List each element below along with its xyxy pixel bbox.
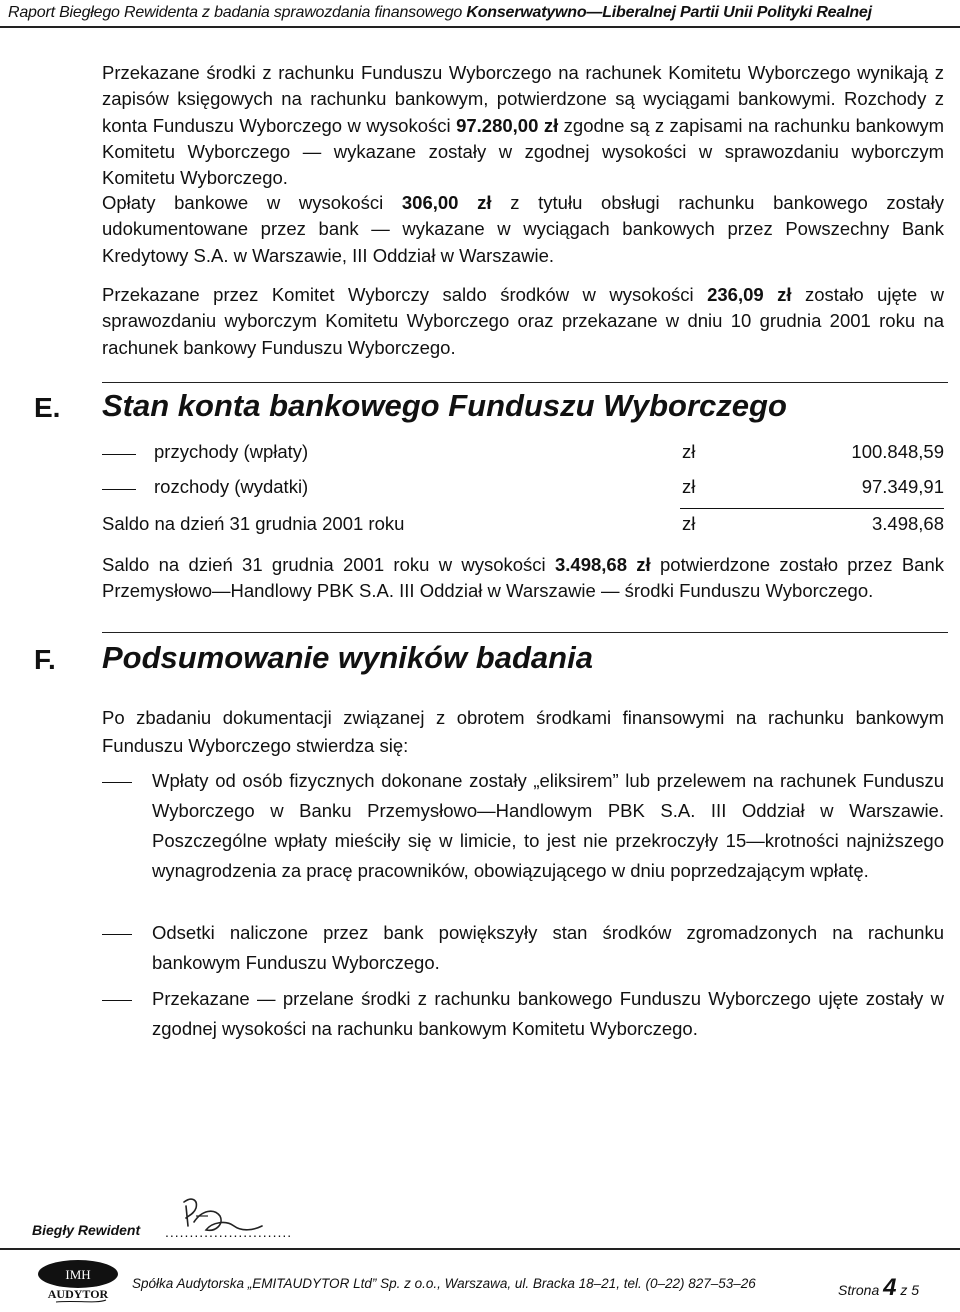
row-amount: 100.848,59 [851, 441, 944, 462]
logo-top-text: IMH [65, 1267, 91, 1282]
sum-divider [680, 508, 944, 509]
bullet-dash [102, 934, 132, 935]
document-header-title [8, 4, 872, 22]
paragraph-fund-transfers [102, 60, 944, 191]
balance-row-income [102, 441, 944, 467]
paragraph-bank-fees [102, 190, 944, 269]
page-total: z 5 [900, 1282, 920, 1298]
row-label: rozchody (wydatki) [154, 476, 309, 497]
row-currency: zł [682, 476, 696, 497]
page-number [838, 1274, 919, 1302]
row-currency: zł [682, 441, 696, 462]
finding-item-interest: Odsetki naliczone przez bank powiększyły stan środków zgromadzonych na rachunku bankowym Funduszu Wyborczego. [152, 922, 944, 973]
auditor-signature-label: Biegły Rewident [32, 1222, 141, 1238]
paragraph-balance-confirmation [102, 552, 944, 605]
row-dash [102, 489, 136, 490]
company-address: Spółka Audytorska „EMITAUDYTOR Ltd” Sp. z o.o., Warszawa, ul. Bracka 18–21, tel. (0–22) 827–53–26 [132, 1276, 756, 1291]
finding-item-contributions: Wpłaty od osób fizycznych dokonane zostały „eliksirem” lub przelewem na rachunek Funduszu Wyborczego w Banku Przemysłowo—Handlowym PBK S.A. III Oddział w Warszawie. Poszczególne wpłaty mieściły się w limicie, to jest nie przekroczyły 15—krotności najniższego wynagrodzenia za pracę pracowników, obowiązującego w dniu poprzedzającym wpłatę. [152, 770, 944, 881]
p2-amount: 306,00 zł [401, 192, 492, 213]
section-f-letter: F. [34, 644, 56, 675]
section-f-divider [102, 632, 948, 633]
paragraph-balance-transfer [102, 282, 944, 361]
logo-text: AUDYTOR [47, 1287, 109, 1301]
header-divider [0, 26, 960, 28]
section-e-letter: E. [34, 392, 61, 423]
p1-text-c: zgodne są z zapisami na rachunku bankowym Komitetu Wyborczego — wykazane zostały w zgodnej wysokości w sprawozdaniu wyborczym Komitetu Wyborczego. [102, 114, 944, 189]
p2-text-a: Opłaty bankowe w wysokości [102, 192, 402, 213]
section-e-divider [102, 382, 948, 383]
emitaudytor-logo [36, 1256, 126, 1304]
row-amount: 97.349,91 [861, 476, 944, 497]
p1-amount: 97.280,00 zł [456, 114, 559, 136]
note-text-c: potwierdzone zostało przez Bank Przemysłowo—Handlowy PBK S.A. III Oddział w Warszawie — środki Funduszu Wyborczego. [102, 554, 944, 602]
note-text-a: Saldo na dzień 31 grudnia 2001 roku w wysokości [102, 554, 555, 575]
bullet-dash [102, 1000, 132, 1001]
header-title-bold: Konserwatywno—Liberalnej Partii Unii Polityki Realnej [466, 4, 872, 21]
saldo-amount: 3.498,68 [871, 513, 944, 534]
saldo-currency: zł [682, 513, 696, 534]
finding-item-transfers: Przekazane — przelane środki z rachunku bankowego Funduszu Wyborczego ujęte zostały w zgodnej wysokości na rachunku bankowym Komitetu Wyborczego. [152, 988, 944, 1039]
bullet-dash [102, 782, 132, 783]
row-label: przychody (wpłaty) [154, 441, 309, 462]
p2-text-c: z tytułu obsługi rachunku bankowego zostały udokumentowane przez bank — wykazane w wyciągach bankowych przez Powszechny Bank Kredytowy S.A. w Warszawie, III Oddział w Warszawie. [102, 192, 944, 266]
section-f-title: Podsumowanie wyników badania [102, 640, 593, 675]
p3-text-a: Przekazane przez Komitet Wyborczy saldo środków w wysokości [102, 284, 708, 305]
note-amount: 3.498,68 zł [554, 554, 651, 575]
row-dash [102, 454, 136, 455]
balance-row-saldo [102, 513, 944, 539]
page-current: 4 [883, 1274, 897, 1301]
saldo-label: Saldo na dzień 31 grudnia 2001 roku [102, 513, 405, 534]
signature-line: .......................... [165, 1224, 293, 1240]
balance-row-expenses [102, 476, 944, 502]
footer-divider [0, 1248, 960, 1250]
p1-text-a: Przekazane środki z rachunku Funduszu Wyborczego na rachunek Komitetu Wyborczego wynikają z zapisów księgowych na rachunku bankowym, potwierdzone są wyciągami bankowymi. Rozchody z konta Funduszu Wyborczego w wysokości [102, 62, 944, 136]
p3-amount: 236,09 zł [707, 284, 792, 305]
header-title-plain: Raport Biegłego Rewidenta z badania sprawozdania finansowego [8, 4, 467, 21]
page-label: Strona [838, 1282, 880, 1298]
p3-text-c: zostało ujęte w sprawozdaniu wyborczym Komitetu Wyborczego oraz przekazane w dniu 10 grudnia 2001 roku na rachunek bankowy Funduszu Wyborczego. [102, 284, 945, 358]
handwritten-signature [168, 1192, 288, 1238]
paragraph-findings-intro: Po zbadaniu dokumentacji związanej z obrotem środkami finansowymi na rachunku bankowym Funduszu Wyborczego stwierdza się: [102, 707, 944, 756]
section-e-title: Stan konta bankowego Funduszu Wyborczego [102, 388, 787, 423]
